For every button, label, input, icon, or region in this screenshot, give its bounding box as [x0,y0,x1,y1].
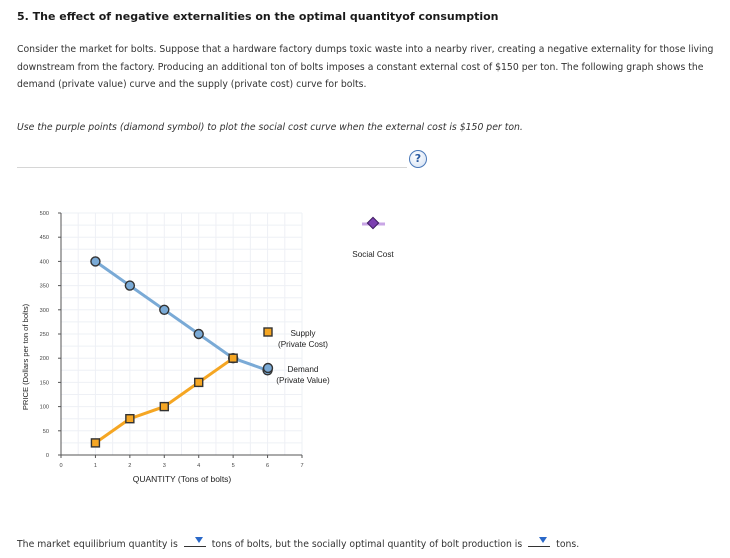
y-tick-label: 500 [39,211,49,217]
help-icon[interactable]: ? [409,150,427,168]
demand-point [91,257,100,266]
y-tick-label: 100 [39,404,49,411]
supply-legend-marker [264,328,272,336]
y-tick-label: 300 [39,307,49,314]
x-tick-label: 7 [300,463,304,469]
y-tick-label: 0 [45,453,49,459]
y-tick-label: 200 [39,356,49,363]
answer-text-3: tons. [556,539,580,550]
demand-label: Demand (Private Value) [276,365,330,385]
x-tick-label: 5 [231,463,235,469]
supply-point [91,439,99,447]
social-cost-label: Social Cost [352,250,394,259]
x-tick-label: 4 [197,463,201,469]
optimal-quantity-dropdown[interactable] [528,535,550,547]
x-tick-label: 0 [59,463,63,469]
chevron-down-icon [195,537,203,543]
divider [17,167,407,168]
y-axis-label: PRICE (Dollars per ton of bolts) [21,303,30,411]
question-title: 5. The effect of negative externalities on the optimal quantityof consumption [17,10,499,23]
y-tick-label: 350 [39,283,49,290]
question-instruction: Use the purple points (diamond symbol) to plot the social cost curve when the external cost is $150 per ton. [17,122,523,133]
y-tick-label: 150 [39,380,49,387]
demand-point [194,330,203,339]
answer-text-1: The market equilibrium quantity is [17,539,178,550]
supply-label: Supply (Private Cost) [277,329,329,349]
question-intro: Consider the market for bolts. Suppose that a hardware factory dumps toxic waste into a nearby river, creating a negative externality for those living downstream from the factory. Producing an additional ton of bolts imposes a constant external cost of $150 per ton. The following graph shows the demand (private value) curve and the supply (private cost) curve for bolts. [17,44,714,90]
x-tick-label: 2 [128,463,132,469]
chevron-down-icon [539,537,547,543]
y-tick-label: 50 [42,428,49,435]
supply-point [126,415,134,423]
demand-point [160,305,169,314]
social-cost-diamond-icon[interactable] [367,217,378,228]
answer-text-2: tons of bolts, but the socially optimal quantity of bolt production is [211,539,523,550]
x-tick-label: 1 [93,463,97,469]
answer-sentence [17,535,579,550]
supply-point [195,378,203,386]
x-tick-label: 3 [162,463,166,469]
x-axis-label: QUANTITY (Tons of bolts) [132,474,232,484]
y-tick-label: 400 [39,259,49,266]
supply-point [229,354,237,362]
y-tick-label: 450 [39,235,49,242]
equilibrium-quantity-dropdown[interactable] [184,535,206,547]
graph [0,195,730,495]
demand-point [125,281,134,290]
y-tick-label: 250 [39,332,49,338]
social-cost-tool[interactable] [362,217,385,228]
supply-point [160,403,168,411]
x-tick-label: 6 [266,463,270,469]
